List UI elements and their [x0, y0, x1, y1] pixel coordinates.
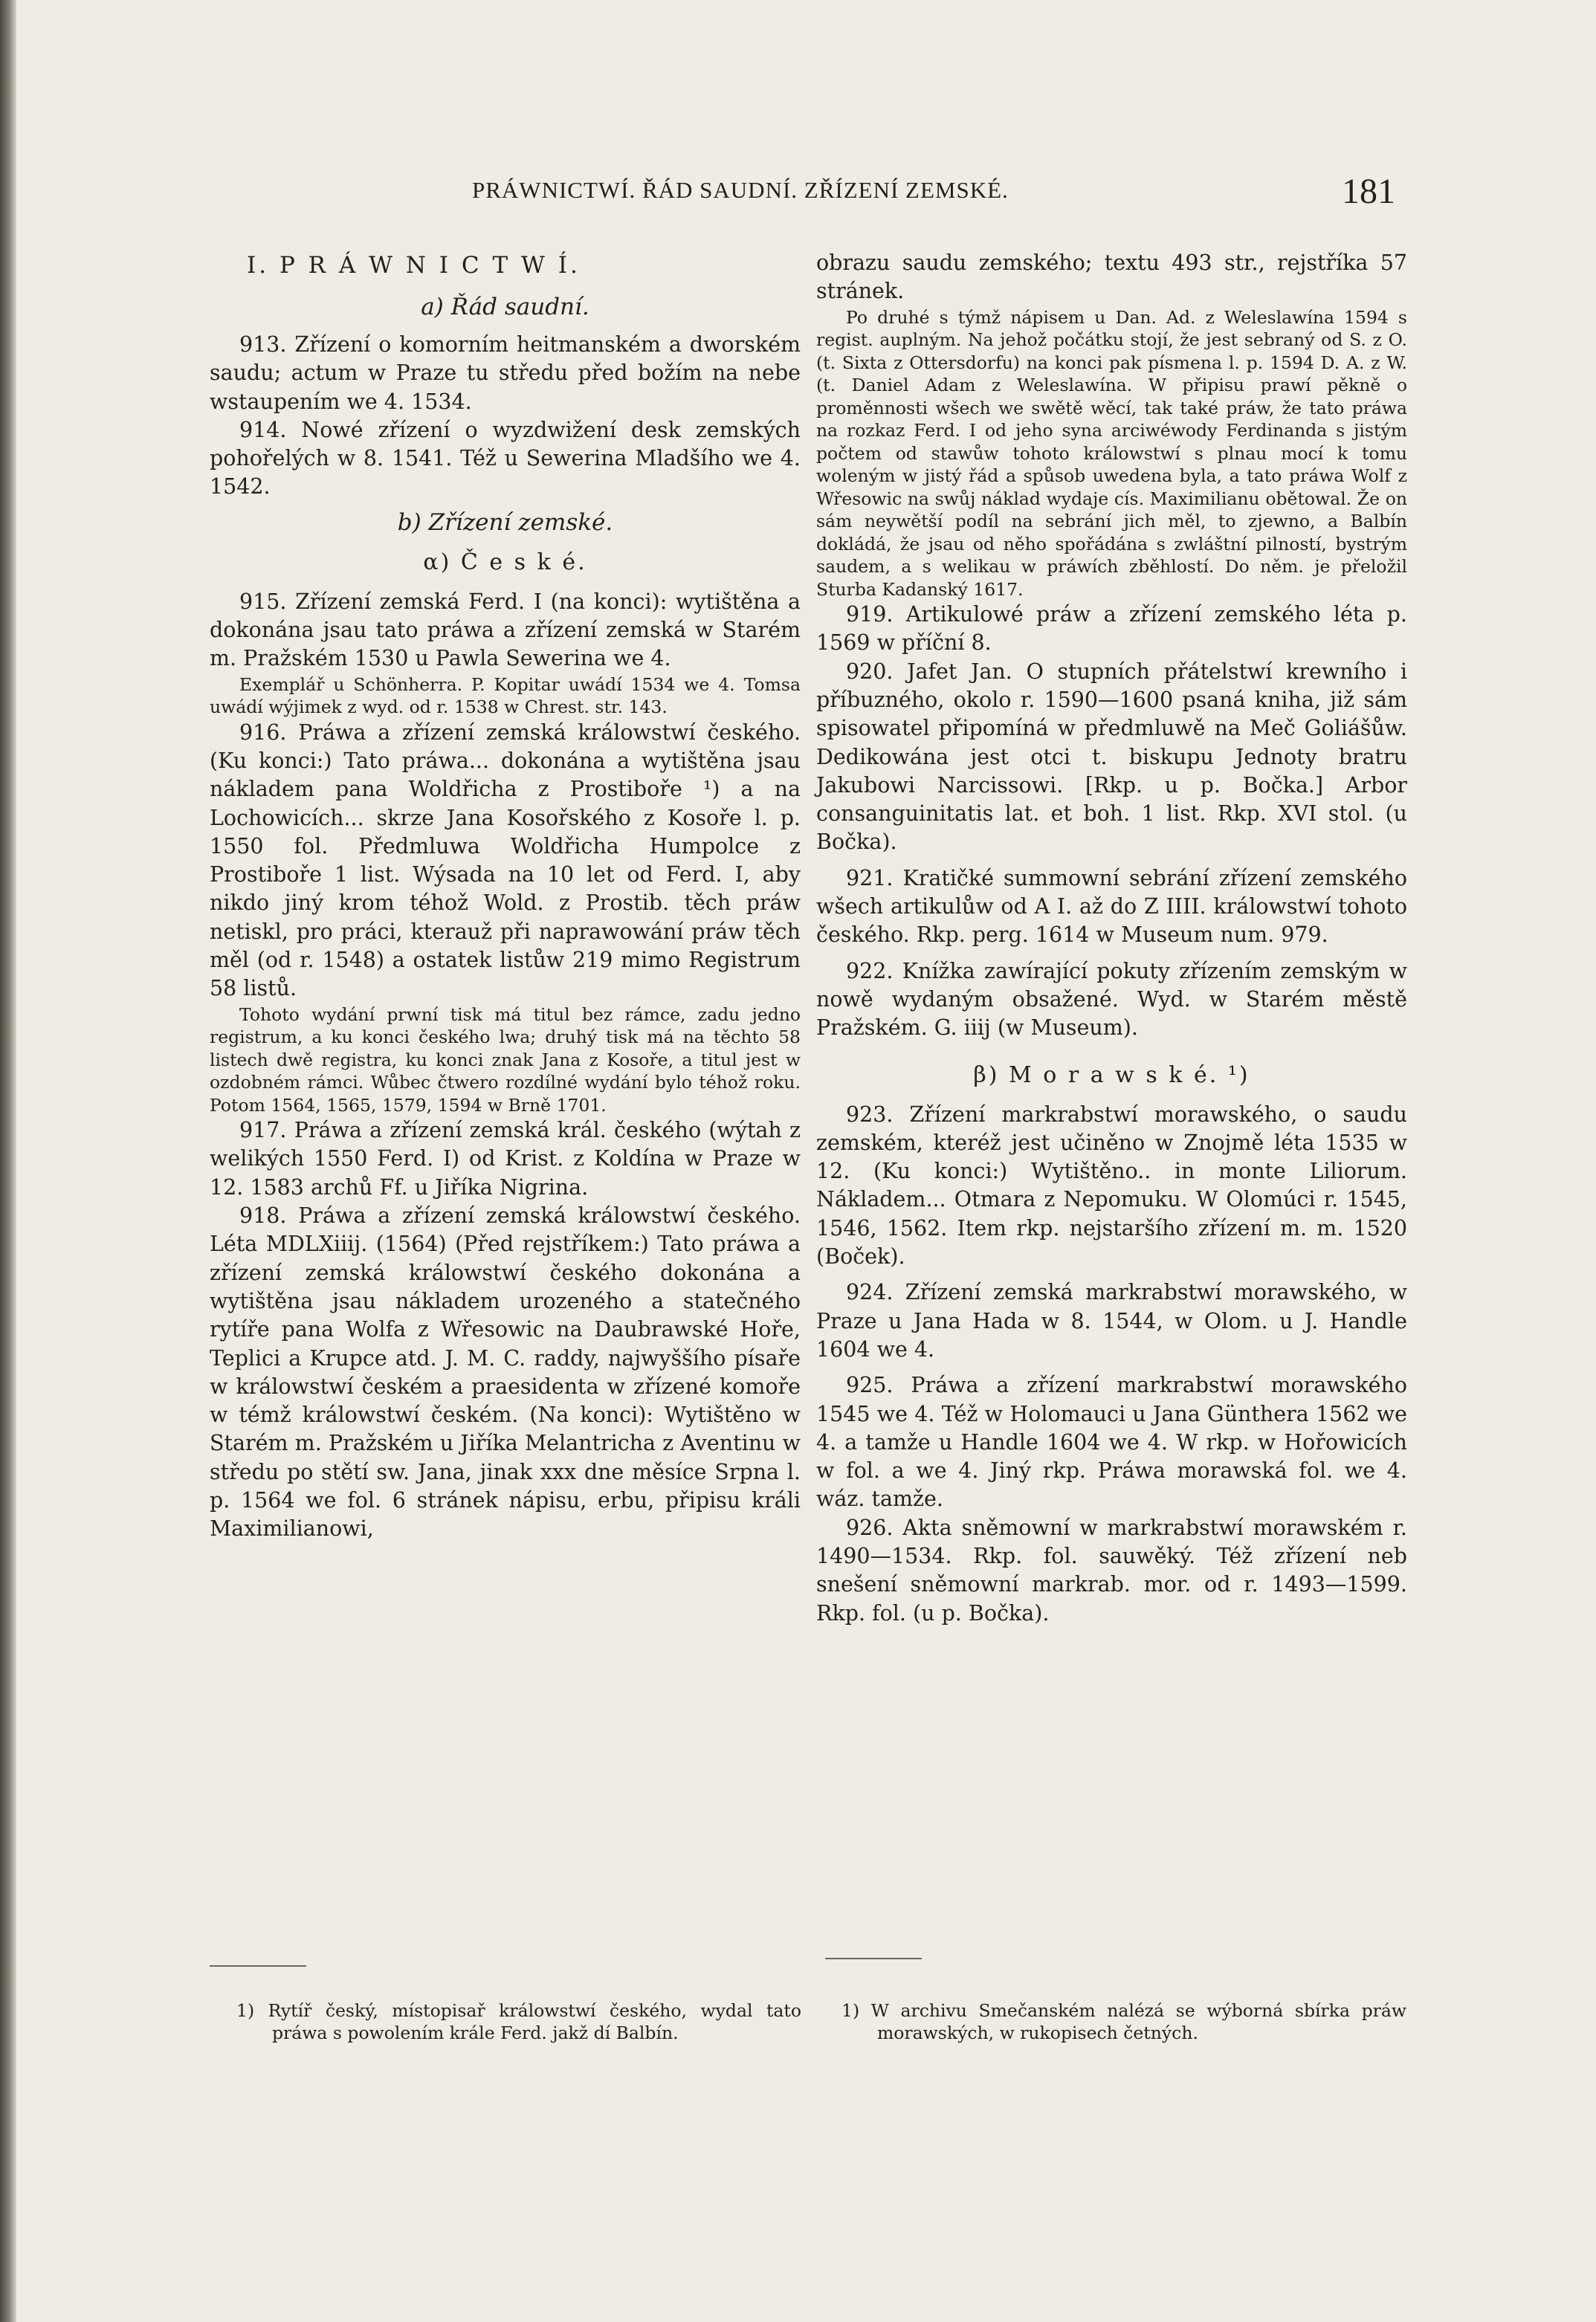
entry-924: 924. Zřízení zemská markrabstwí morawského, w Praze u Jana Hada w 8. 1544, w Olom. u J. Handle 1604 we 4. — [816, 1280, 1407, 1362]
subheading-rad-saudni: a) Řád saudní. — [421, 294, 589, 320]
footnote-right-text: 1) W archivu Smečanském nalézá se wýborná sbírka práw morawských, w rukopisech četných. — [841, 2000, 1406, 2043]
entry-926: 926. Akta sněmowní w markrabstwí morawském r. 1490—1534. Rkp. fol. sauwěký. Též zřízení neb snešení sněmowní markrab. mor. od r. 1493—1599. Rkp. fol. (u p. Bočka). — [816, 1515, 1407, 1626]
entry-921: 921. Kratičké summowní sebrání zřízení zemského wšech artikulůw od A I. až do Z IIII. králowstwí tohoto českého. Rkp. perg. 1614 w Museum num. 979. — [816, 865, 1407, 948]
footnote-divider-left — [210, 1965, 306, 1967]
right-column — [816, 249, 1407, 1628]
footnote-left — [236, 1999, 801, 2044]
entry-918-continued: obrazu saudu zemského; textu 493 str., rejstříka 57 stránek. — [816, 250, 1407, 304]
entry-923: 923. Zřízení markrabstwí morawského, o saudu zemském, kteréž jest učiněno w Znojmě léta 1535 w 12. (Ku konci:) Wytištěno.. in monte Liliorum. Nákladem... Otmara z Nepomuku. W Olomúci r. 1545, 1546, 1562. Item rkp. nejstaršího zřízení m. m. 1520 (Boček). — [816, 1102, 1407, 1270]
entry-922: 922. Knížka zawírající pokuty zřízením zemským w nowě wydaným obsažené. Wyd. w Starém městě Pražském. G. iiij (w Museum). — [816, 958, 1407, 1041]
entry-918: 918. Práwa a zřízení zemská králowstwí českého. Léta MDLXiiij. (1564) (Před rejstříkem:) Tato práwa a zřízení zemská králowstwí českého dokonána a wytištěna jsau nákladem urozeného a statečného rytíře pana Wolfa z Wřesowic na Daubrawské Hoře, Teplici a Krupce atd. J. M. C. raddy, najwyššího písaře w králowstwí českém a praesidenta w zřízené komoře w témž králowstwí českém. (Na konci): Wytištěno w Starém m. Pražském u Jiříka Melantricha z Aventinu w středu po stětí sw. Jana, jinak xxx dne měsíce Srpna l. p. 1564 we fol. 6 stránek nápisu, erbu, připisu králi Maximilianowi, — [210, 1203, 801, 1542]
entry-915: 915. Zřízení zemská Ferd. I (na konci): wytištěna a dokonána jsau tato práwa a zřízení zemská w Starém m. Pražském 1530 u Pawla Sewerina we 4. — [210, 589, 801, 671]
note-918: Po druhé s týmž nápisem u Dan. Ad. z Weleslawína 1594 s regist. auplným. Na jehož počátku stojí, že jest sebraný od S. z O. (t. Sixta z Ottersdorfu) na konci pak písmena l. p. 1594 D. A. z W. (t. Daniel Adam z Weleslawína. W připisu prawí pěkně o proměnnosti wšech we swětě wěcí, tak také práw, že tato práwa na rozkaz Ferd. I od jeho syna arciwéwody Ferdinanda s jistým počtem od stawůw tohoto králowstwí s plnau mocí k tomu woleným w jistý řád a spůsob uwedena byla, a tato práwa Wolf z Wřesowic na swůj náklad wydaje cís. Maximilianu obětowal. Že on sám neywětší podíl na sebrání jich měl, to zjewno, a Balbín dokládá, že jsau od něho spořádána s zwláštní pilností, bystrým saudem, a s welikau w práwích zběhlostí. Do něm. je přeložil Sturba Kadanský 1617. — [816, 306, 1407, 600]
entry-919: 919. Artikulowé práw a zřízení zemského léta p. 1569 w příční 8. — [816, 602, 1407, 656]
page-number: 181 — [1342, 172, 1395, 211]
entry-913: 913. Zřízení o komorním heitmanském a dworském saudu; actum w Praze tu středu před božím na nebe wstaupením we 4. 1534. — [210, 332, 801, 414]
running-header: PRÁWNICTWÍ. ŘÁD SAUDNÍ. ZŘÍZENÍ ZEMSKÉ. — [472, 177, 1009, 203]
note-915: Exemplář u Schönherra. P. Kopitar uwádí 1534 we 4. Tomsa uwádí wýjimek z wyd. od r. 1538 w Chrest. str. 143. — [210, 673, 801, 718]
entry-916: 916. Práwa a zřízení zemská králowstwí českého. (Ku konci:) Tato práwa... dokonána a wytištěna jsau nákladem pana Woldřicha z Prostiboře ¹) a na Lochowicích... skrze Jana Kosořského z Kosoře l. p. 1550 fol. Předmluwa Woldřicha Humpolce z Prostiboře 1 list. Wýsada na 10 let od Ferd. I, aby nikdo jiný krom téhož Wold. z Prostib. těch práw netiskl, pro práci, kterauž při naprawowání práw těch měl (od r. 1548) a ostatek listůw 219 mimo Registrum 58 listů. — [210, 719, 801, 1001]
subheading-morawske: β) M o r a w s k é. ¹) — [973, 1061, 1250, 1088]
book-spine-shadow — [0, 0, 16, 2322]
subheading-zrizeni-zemske: b) Zřízení zemské. — [397, 508, 613, 536]
note-916: Tohoto wydání prwní tisk má titul bez rámce, zadu jedno registrum, a ku konci českého lwa; druhý tisk má na těchto 58 listech dwě registra, ku konci znak Jana z Kosoře, a titul jest w ozdobném rámci. Wůbec čtwero rozdílné wydání bylo téhož roku. Potom 1564, 1565, 1579, 1594 w Brně 1701. — [210, 1003, 801, 1116]
subheading-ceske: α) Č e s k é. — [423, 549, 587, 575]
section-heading: I. P R Á W N I C T W Í. — [247, 252, 581, 279]
entry-914: 914. Nowé zřízení o wyzdwižení desk zemských pohořelých w 8. 1541. Též u Sewerina Mladšího we 4. 1542. — [210, 417, 801, 499]
entry-920: 920. Jafet Jan. O stupních přátelstwí krewního i příbuzného, okolo r. 1590—1600 psaná kniha, již sám spisowatel připomíná w předmluwě na Meč Goliášůw. Dedikowána jest otci t. biskupu Jednoty bratru Jakubowi Narcissowi. [Rkp. u p. Bočka.] Arbor consanguinitatis lat. et boh. 1 list. Rkp. XVI stol. (u Bočka). — [816, 659, 1407, 855]
footnote-divider-right — [825, 1958, 922, 1959]
footnote-right — [841, 1999, 1406, 2044]
left-column — [210, 249, 801, 1544]
entry-925: 925. Práwa a zřízení markrabstwí morawského 1545 we 4. Též w Holomauci u Jana Günthera 1562 we 4. a tamže u Handle 1604 we 4. W rkp. w Hořowicích w fol. a we 4. Jiný rkp. Práwa morawská fol. we 4. wáz. tamže. — [816, 1373, 1407, 1512]
entry-917: 917. Práwa a zřízení zemská král. českého (wýtah z welikých 1550 Ferd. I) od Krist. z Koldína w Praze w 12. 1583 archů Ff. u Jiříka Nigrina. — [210, 1118, 801, 1200]
footnote-left-text: 1) Rytíř český, místopisař králowstwí českého, wydal tato práwa s powolením krále Ferd. jakž dí Balbín. — [236, 2000, 801, 2043]
